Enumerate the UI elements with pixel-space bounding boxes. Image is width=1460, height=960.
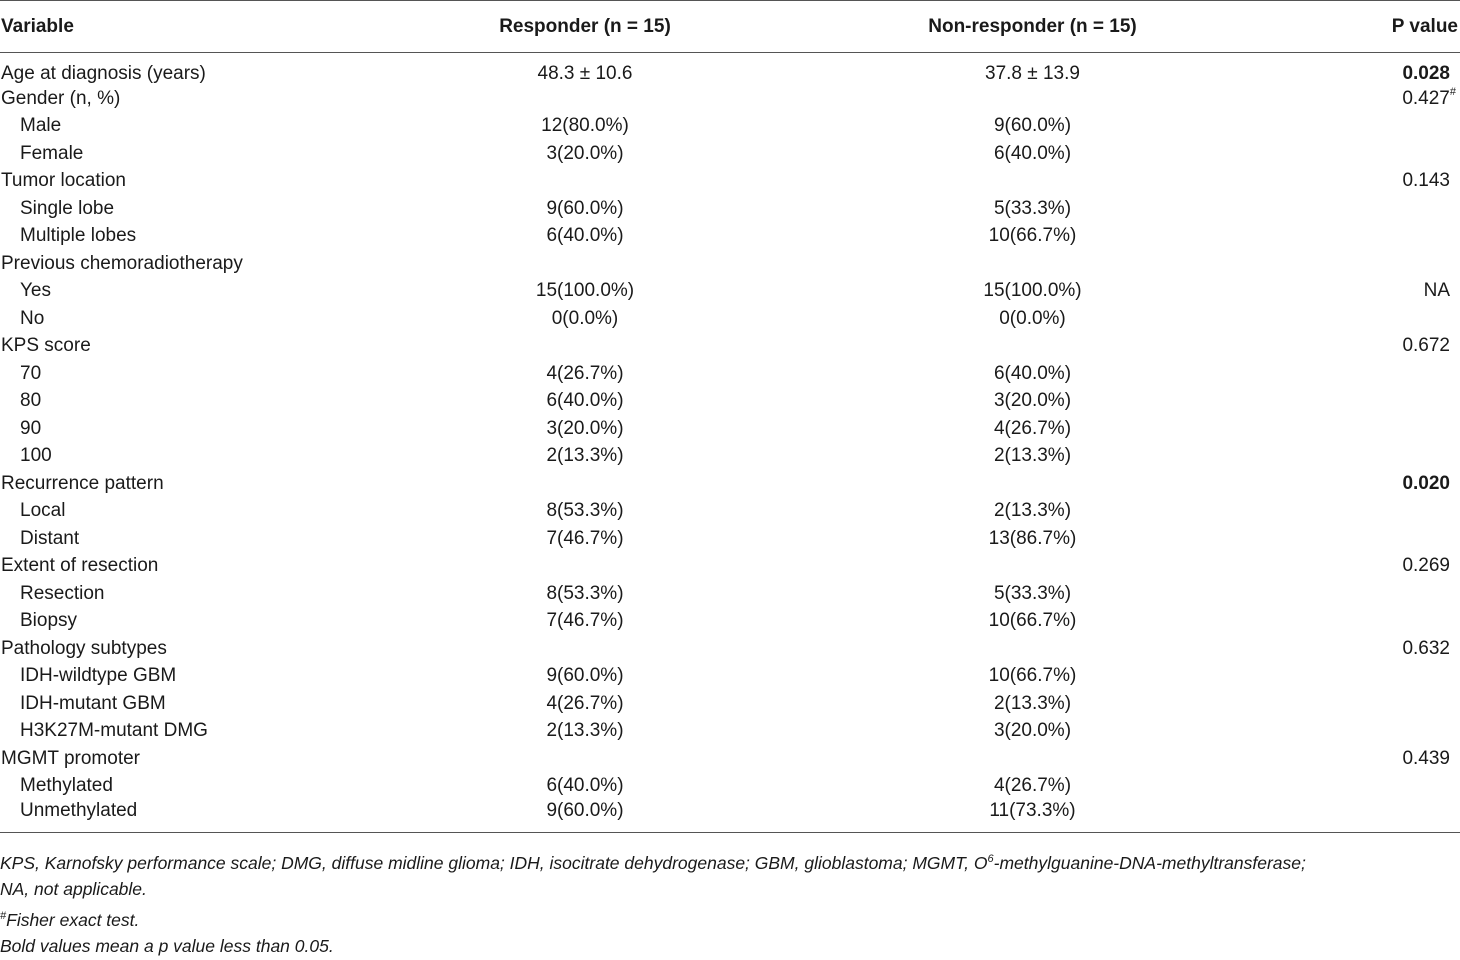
cell-responder bbox=[360, 333, 810, 361]
cell-variable: Extent of resection bbox=[1, 555, 159, 577]
cell-non-responder: 11(73.3%) bbox=[810, 800, 1255, 833]
table-row bbox=[0, 250, 1460, 278]
cell-non-responder: 10(66.7%) bbox=[988, 610, 1077, 632]
cell-p-value bbox=[1255, 278, 1460, 306]
cell-subcategory: Distant bbox=[20, 527, 80, 549]
cell-non-responder: 4(26.7%) bbox=[993, 417, 1072, 439]
cell-responder: 2(13.3%) bbox=[546, 445, 624, 467]
cell-non-responder bbox=[810, 470, 1255, 498]
table-row bbox=[0, 278, 1460, 306]
cell-non-responder: 4(26.7%) bbox=[993, 775, 1072, 797]
cell-variable: MGMT promoter bbox=[1, 747, 141, 769]
p-value-text: 0.020 bbox=[1402, 472, 1450, 494]
cell-responder bbox=[360, 168, 810, 196]
cell-responder: 7(46.7%) bbox=[546, 527, 624, 549]
header-row bbox=[0, 1, 1460, 53]
cell-non-responder: 6(40.0%) bbox=[993, 362, 1072, 384]
table-row bbox=[0, 195, 1460, 223]
cell-responder: 9(60.0%) bbox=[360, 800, 810, 833]
cell-p-value bbox=[1255, 580, 1460, 608]
cell-non-responder: 2(13.3%) bbox=[993, 692, 1072, 714]
footnote-superscript: 6 bbox=[987, 853, 994, 865]
cell-responder: 6(40.0%) bbox=[546, 775, 624, 797]
footnote-na: NA, not applicable. bbox=[0, 879, 147, 900]
cell-variable: Gender (n, %) bbox=[1, 87, 121, 109]
cell-subcategory: 70 bbox=[20, 362, 42, 384]
cell-responder bbox=[360, 635, 810, 663]
table-header bbox=[0, 1, 1460, 53]
table-row bbox=[0, 718, 1460, 746]
footnote-fisher-mark: # bbox=[0, 909, 7, 922]
cell-subcategory: Female bbox=[20, 142, 84, 164]
cell-subcategory: 100 bbox=[20, 445, 52, 467]
cell-p-value bbox=[1255, 745, 1460, 773]
cell-responder: 48.3 ± 10.6 bbox=[537, 63, 633, 84]
cell-p-value bbox=[1255, 663, 1460, 691]
table-row bbox=[0, 360, 1460, 388]
header-p-value: P value bbox=[1255, 1, 1460, 53]
cell-non-responder bbox=[810, 250, 1255, 278]
p-value-text: 0.143 bbox=[1402, 170, 1450, 192]
table-footnotes bbox=[0, 846, 1460, 960]
cell-p-value bbox=[1255, 415, 1460, 443]
table-row bbox=[0, 85, 1460, 113]
table-row bbox=[0, 745, 1460, 773]
cell-non-responder: 6(40.0%) bbox=[993, 142, 1072, 164]
cell-non-responder bbox=[810, 333, 1255, 361]
table-row bbox=[0, 553, 1460, 581]
p-value-footnote-mark: # bbox=[1449, 85, 1456, 98]
table-row bbox=[0, 168, 1460, 196]
table-row bbox=[0, 635, 1460, 663]
cell-subcategory: 90 bbox=[20, 417, 42, 439]
cell-subcategory: Local bbox=[20, 500, 66, 522]
table-row bbox=[0, 53, 1460, 86]
table-row bbox=[0, 690, 1460, 718]
cell-responder: 3(20.0%) bbox=[546, 142, 624, 164]
header-variable: Variable bbox=[0, 1, 360, 53]
table-row bbox=[0, 140, 1460, 168]
cell-p-value bbox=[1255, 718, 1460, 746]
cell-non-responder bbox=[810, 745, 1255, 773]
table-row bbox=[0, 388, 1460, 416]
cell-responder bbox=[360, 250, 810, 278]
cell-subcategory: Unmethylated bbox=[0, 800, 360, 833]
cell-responder: 7(46.7%) bbox=[546, 610, 624, 632]
cell-p-value bbox=[1255, 53, 1460, 86]
cell-non-responder bbox=[810, 635, 1255, 663]
cell-responder: 6(40.0%) bbox=[546, 390, 624, 412]
footnote-abbrev-text: KPS, Karnofsky performance scale; DMG, diffuse midline glioma; IDH, isocitrate dehydrogenase; GBM, glioblastoma; MGMT, O bbox=[0, 852, 988, 873]
cell-p-value bbox=[1255, 168, 1460, 196]
cell-responder: 9(60.0%) bbox=[546, 665, 624, 687]
cell-non-responder: 15(100.0%) bbox=[983, 280, 1082, 302]
cell-p-value bbox=[1255, 525, 1460, 553]
footnote-abbrev-text-cont: -methylguanine-DNA-methyltransferase; bbox=[993, 852, 1306, 873]
cell-non-responder: 3(20.0%) bbox=[993, 720, 1072, 742]
cell-variable: Previous chemoradiotherapy bbox=[1, 252, 243, 274]
cell-p-value bbox=[1255, 470, 1460, 498]
cell-responder: 9(60.0%) bbox=[546, 197, 624, 219]
cell-subcategory: Single lobe bbox=[20, 197, 115, 219]
p-value-text: 0.269 bbox=[1402, 555, 1450, 577]
cell-p-value bbox=[1255, 195, 1460, 223]
cell-p-value bbox=[1255, 388, 1460, 416]
cell-responder bbox=[360, 553, 810, 581]
cell-subcategory: Multiple lobes bbox=[20, 225, 137, 247]
cell-subcategory: Methylated bbox=[20, 775, 113, 797]
cell-responder: 6(40.0%) bbox=[546, 225, 624, 247]
header-responder: Responder (n = 15) bbox=[360, 1, 810, 53]
cell-non-responder: 10(66.7%) bbox=[988, 665, 1077, 687]
cell-subcategory: IDH-wildtype GBM bbox=[20, 665, 177, 687]
table-row bbox=[0, 663, 1460, 691]
cell-p-value bbox=[1255, 608, 1460, 636]
p-value-text: 0.427 bbox=[1402, 87, 1450, 109]
cell-non-responder: 9(60.0%) bbox=[993, 115, 1072, 137]
cell-p-value bbox=[1255, 553, 1460, 581]
table-row bbox=[0, 773, 1460, 801]
cell-p-value bbox=[1255, 250, 1460, 278]
table-row bbox=[0, 415, 1460, 443]
cell-p-value bbox=[1255, 223, 1460, 251]
table-row bbox=[0, 525, 1460, 553]
cell-variable: Tumor location bbox=[1, 170, 126, 192]
cell-subcategory: No bbox=[20, 307, 45, 329]
cell-p-value bbox=[1255, 690, 1460, 718]
footnote-bold-note: Bold values mean a p value less than 0.05. bbox=[0, 936, 334, 957]
p-value-text: 0.028 bbox=[1402, 63, 1450, 84]
table-body bbox=[0, 53, 1460, 833]
cell-p-value bbox=[1255, 800, 1460, 833]
cell-variable: Recurrence pattern bbox=[1, 472, 164, 494]
p-value-text: 0.632 bbox=[1402, 637, 1450, 659]
table-row bbox=[0, 333, 1460, 361]
cell-responder: 15(100.0%) bbox=[535, 280, 635, 302]
table-row bbox=[0, 470, 1460, 498]
table-row bbox=[0, 443, 1460, 471]
cell-subcategory: Biopsy bbox=[20, 610, 78, 632]
cell-subcategory: 80 bbox=[20, 390, 42, 412]
cell-p-value bbox=[1255, 85, 1460, 113]
cell-non-responder: 5(33.3%) bbox=[993, 197, 1072, 219]
footnote-abbreviations bbox=[0, 846, 1460, 876]
cell-responder: 8(53.3%) bbox=[546, 500, 624, 522]
cell-p-value bbox=[1255, 113, 1460, 141]
table-row bbox=[0, 498, 1460, 526]
cell-subcategory: Yes bbox=[20, 280, 51, 302]
cell-non-responder bbox=[810, 168, 1255, 196]
cell-subcategory: Resection bbox=[20, 582, 105, 604]
cell-p-value bbox=[1255, 333, 1460, 361]
table-row bbox=[0, 223, 1460, 251]
cell-responder bbox=[360, 470, 810, 498]
cell-responder: 12(80.0%) bbox=[541, 115, 629, 137]
cell-subcategory: Male bbox=[20, 115, 62, 137]
cell-variable: Pathology subtypes bbox=[1, 637, 167, 659]
cell-p-value bbox=[1255, 773, 1460, 801]
cell-variable: Age at diagnosis (years) bbox=[1, 63, 206, 84]
cell-responder: 0(0.0%) bbox=[551, 307, 619, 329]
cell-non-responder: 13(86.7%) bbox=[988, 527, 1077, 549]
p-value-text: NA bbox=[1423, 280, 1450, 302]
cell-responder: 8(53.3%) bbox=[546, 582, 624, 604]
cell-subcategory: H3K27M-mutant DMG bbox=[20, 720, 208, 742]
table-row bbox=[0, 113, 1460, 141]
cell-non-responder: 5(33.3%) bbox=[993, 582, 1072, 604]
p-value-text: 0.672 bbox=[1402, 335, 1450, 357]
cell-subcategory: IDH-mutant GBM bbox=[20, 692, 166, 714]
header-non-responder: Non-responder (n = 15) bbox=[810, 1, 1255, 53]
cell-variable: KPS score bbox=[1, 335, 91, 357]
cell-responder: 2(13.3%) bbox=[546, 720, 624, 742]
table-row bbox=[0, 608, 1460, 636]
cell-non-responder: 37.8 ± 13.9 bbox=[985, 63, 1080, 84]
cell-non-responder: 3(20.0%) bbox=[993, 390, 1072, 412]
table-row bbox=[0, 800, 1460, 833]
footnote-fisher-text: Fisher exact test. bbox=[6, 909, 140, 930]
p-value-text: 0.439 bbox=[1402, 747, 1450, 769]
cell-p-value bbox=[1255, 635, 1460, 663]
cell-p-value bbox=[1255, 305, 1460, 333]
cell-responder: 4(26.7%) bbox=[546, 692, 624, 714]
cell-p-value bbox=[1255, 498, 1460, 526]
table-row bbox=[0, 580, 1460, 608]
cell-p-value bbox=[1255, 443, 1460, 471]
cell-responder: 3(20.0%) bbox=[546, 417, 624, 439]
cell-responder bbox=[360, 745, 810, 773]
cell-p-value bbox=[1255, 140, 1460, 168]
cell-non-responder: 0(0.0%) bbox=[999, 307, 1066, 329]
cell-responder: 4(26.7%) bbox=[546, 362, 624, 384]
footnote-fisher bbox=[0, 903, 1460, 933]
cell-non-responder: 2(13.3%) bbox=[993, 445, 1072, 467]
table-row bbox=[0, 305, 1460, 333]
cell-responder bbox=[360, 85, 810, 113]
cell-non-responder bbox=[810, 553, 1255, 581]
cell-non-responder: 10(66.7%) bbox=[988, 225, 1077, 247]
cell-non-responder: 2(13.3%) bbox=[993, 500, 1072, 522]
cell-p-value bbox=[1255, 360, 1460, 388]
cell-non-responder bbox=[810, 85, 1255, 113]
